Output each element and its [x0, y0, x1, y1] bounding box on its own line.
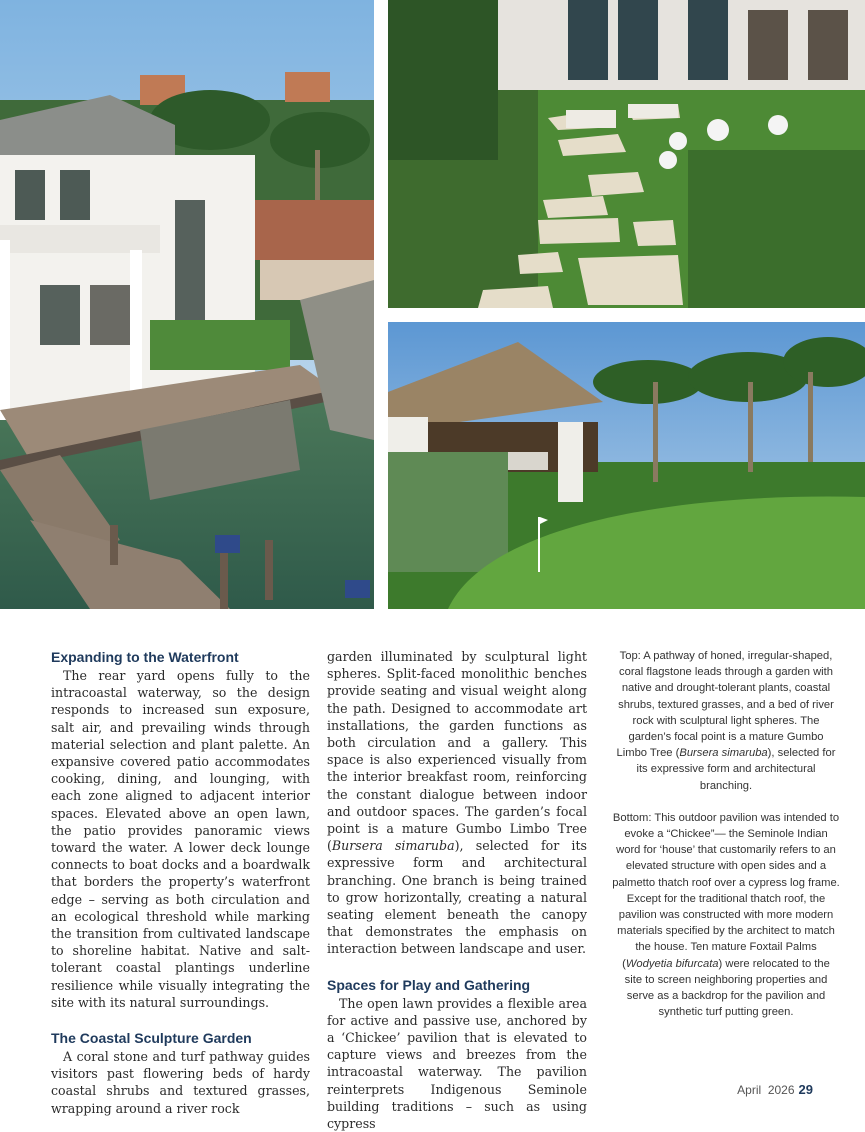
thatch-pavilion-putting-green-photo: [388, 322, 865, 609]
body-paragraph: garden illuminated by sculptural light spheres. Split-faced monolithic benches provide seating and visual weight along the path. Designed to accommodate art installations, the garden functions as both circulation and a gallery. This space is also experienced visually from the interior breakfast room, reinforcing the constant dialogue between indoor and outdoor spaces. The garden’s focal point is a mature Gumbo Limbo Tree (Bursera simaruba), selected for its expressive form and architectural branching. One branch is being trained to grow horizontally, creating a natural seating element beneath the canopy that demonstrates the emphasis on interaction between landscape and user.: [327, 649, 587, 957]
page-footer: [737, 1082, 813, 1097]
flagstone-garden-path-photo: [388, 0, 865, 308]
waterfront-villa-dock-photo: [0, 0, 374, 609]
bottom-photo-caption: Bottom: This outdoor pavilion was intended to evoke a “Chickee”— the Seminole Indian word for ‘house’ that customarily refers to an elevated structure with open sides and a palmetto thatch roof over a cypress log frame. Except for the traditional thatch roof, the pavilion was constructed with more modern materials specified by the architect to match the house. Ten mature Foxtail Palms (Wodyetia bifurcata) were relocated to the site to screen neighboring properties and serve as a backdrop for the pavilion and synthetic turf putting green.: [612, 811, 840, 1019]
photo-captions: [612, 648, 840, 1020]
section-heading: Expanding to the Waterfront: [51, 649, 239, 665]
body-paragraph: A coral stone and turf pathway guides visitors past flowering beds of hardy coastal shrubs and textured grasses, wrapping around a river rock: [51, 1049, 310, 1116]
body-paragraph: The open lawn provides a flexible area for active and passive use, anchored by a ‘Chickee’ pavilion that is elevated to capture views and breezes from the intracoastal waterway. The pavilion reinterprets Indigenous Seminole building traditions – such as using cypress: [327, 995, 587, 1132]
article-column-2: [327, 648, 587, 1132]
page-number: 29: [798, 1082, 813, 1097]
article-column-1: [51, 648, 310, 1117]
top-photo-caption: Top: A pathway of honed, irregular-shaped, coral flagstone leads through a garden with native and drought-tolerant plants, coastal shrubs, textured grasses, and a bed of river rock with sculptural light spheres. The garden’s focal point is a mature Gumbo Limbo Tree (Bursera simaruba), selected for its expressive form and architectural branching.: [616, 650, 836, 792]
section-heading: Spaces for Play and Gathering: [327, 976, 531, 993]
section-heading: The Coastal Sculpture Garden: [51, 1030, 252, 1047]
issue-date: April 2026: [737, 1083, 795, 1097]
body-paragraph: The rear yard opens fully to the intracoastal waterway, so the design responds to increased sun exposure, salt air, and prevailing winds through material selection and plant palette. An expansive covered patio accommodates cooking, dining, and lounging, with each zone aligned to adjacent interior spaces. Elevated above an open lawn, the patio provides panoramic views toward the water. A lower deck lounge connects to boat docks and a boardwalk that borders the property’s waterfront edge – serving as both circulation and an ecological threshold while marking the transition from cultivated landscape to shoreline habitat. Native and salt-tolerant coastal plantings underline resilience while visually integrating the site with its natural surroundings.: [51, 668, 310, 1010]
